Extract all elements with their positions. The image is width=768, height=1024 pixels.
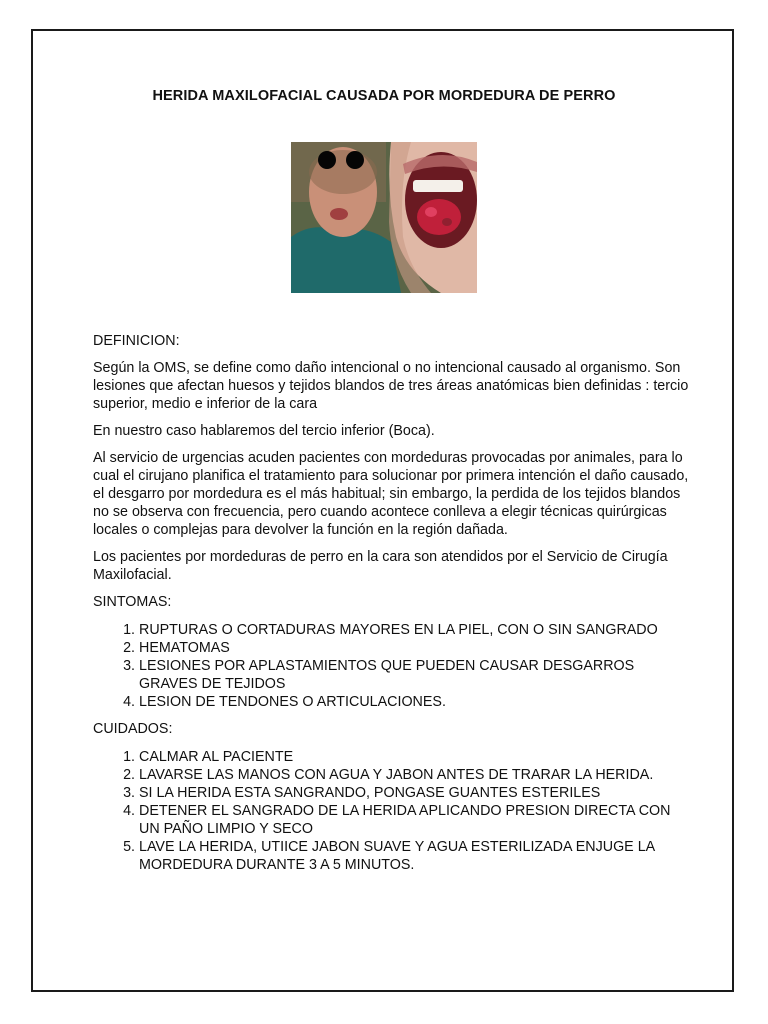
list-item: 1. RUPTURAS O CORTADURAS MAYORES EN LA PIEL, CON O SIN SANGRADO <box>139 621 693 639</box>
eye-censor-left-icon <box>318 151 336 169</box>
patient-photo-image <box>291 142 477 293</box>
definicion-paragraph-1: Según la OMS, se define como daño intencional o no intencional causado al organismo. Son lesiones que afectan huesos y tejidos blandos de tres áreas anatómicas bien definidas : tercio superior, medio e inferior de la cara <box>93 360 689 412</box>
sintomas-list <box>93 621 693 711</box>
list-item: 5. LAVE LA HERIDA, UTIICE JABON SUAVE Y AGUA ESTERILIZADA ENJUGE LA MORDEDURA DURANTE 3 A 5 MINUTOS. <box>139 838 693 874</box>
sintomas-heading: SINTOMAS: <box>93 594 172 610</box>
eye-censor-right-icon <box>346 151 364 169</box>
document-body <box>93 332 693 883</box>
list-item: 4. DETENER EL SANGRADO DE LA HERIDA APLICANDO PRESION DIRECTA CON UN PAÑO LIMPIO Y SECO <box>139 802 693 838</box>
list-item: 3. SI LA HERIDA ESTA SANGRANDO, PONGASE GUANTES ESTERILES <box>139 784 693 802</box>
list-item: 4. LESION DE TENDONES O ARTICULACIONES. <box>139 693 693 711</box>
definicion-paragraph-2: En nuestro caso hablaremos del tercio inferior (Boca). <box>93 423 435 439</box>
definicion-paragraph-4: Los pacientes por mordeduras de perro en la cara son atendidos por el Servicio de Cirugía Maxilofacial. <box>93 549 668 583</box>
definicion-paragraph-3: Al servicio de urgencias acuden pacientes con mordeduras provocadas por animales, para lo cual el cirujano planifica el tratamiento para solucionar por primera intención el daño causado, el desgarro por mordedura es el más habitual; sin embargo, la perdida de los tejidos blandos no se observa con frecuencia, pero cuando acontece conlleva a elegir técnicas quirúrgicas locales o complejas para devolver la función en la región dañada. <box>93 450 689 538</box>
document-title: HERIDA MAXILOFACIAL CAUSADA POR MORDEDURA DE PERRO <box>152 88 616 104</box>
list-item: 3. LESIONES POR APLASTAMIENTOS QUE PUEDEN CAUSAR DESGARROS GRAVES DE TEJIDOS <box>139 657 693 693</box>
definicion-heading: DEFINICION: <box>93 333 180 349</box>
cuidados-list <box>93 748 693 874</box>
list-item: 1. CALMAR AL PACIENTE <box>139 748 693 766</box>
wound <box>417 199 461 235</box>
list-item: 2. HEMATOMAS <box>139 639 693 657</box>
list-item: 2. LAVARSE LAS MANOS CON AGUA Y JABON ANTES DE TRARAR LA HERIDA. <box>139 766 693 784</box>
cuidados-heading: CUIDADOS: <box>93 721 173 737</box>
teeth <box>413 180 463 192</box>
